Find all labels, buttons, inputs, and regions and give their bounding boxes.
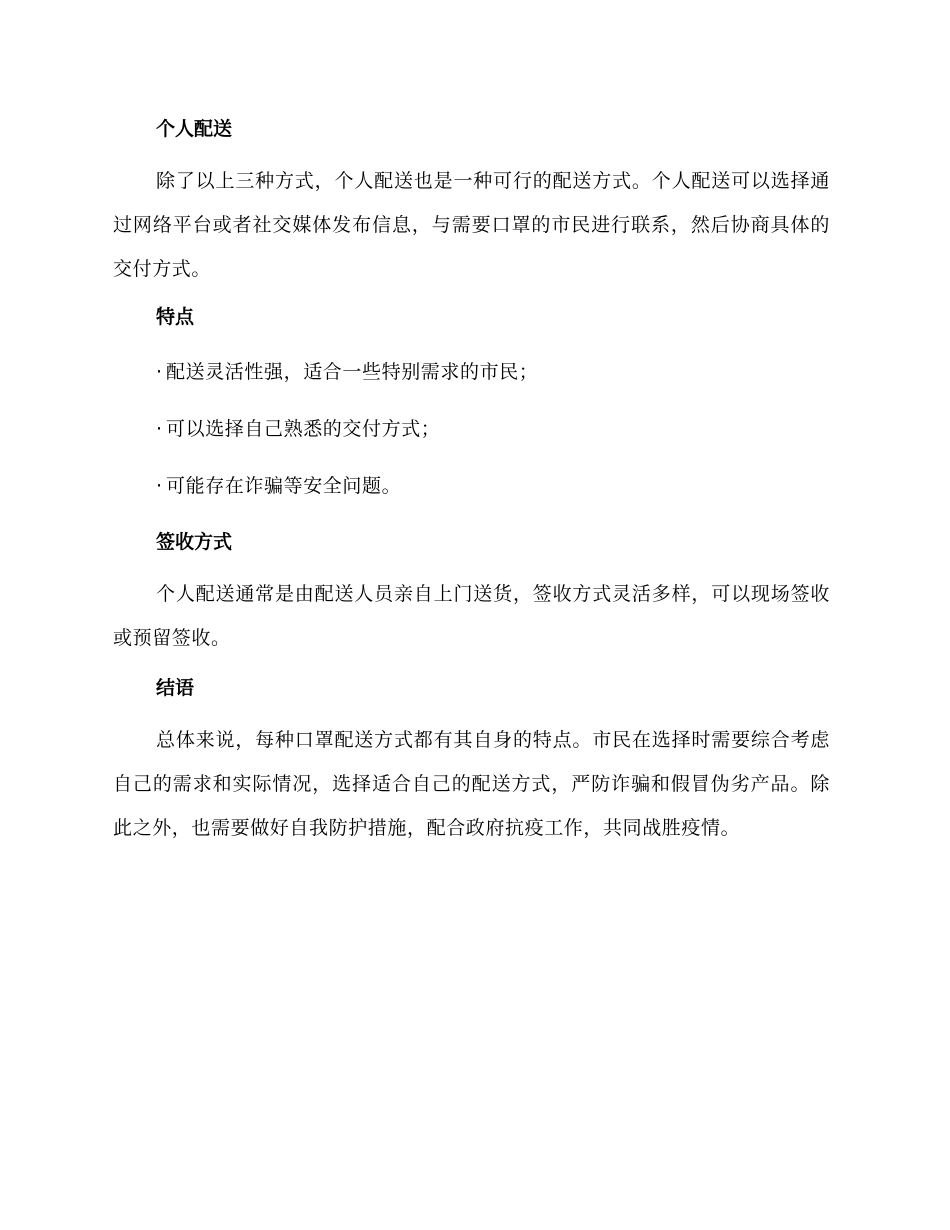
bullet-item [113,471,830,501]
bullet-dot: · [156,475,163,497]
bullet-text: 可能存在诈骗等安全问题。 [166,475,402,497]
paragraph-receipt: 个人配送通常是由配送人员亲自上门送货，签收方式灵活多样，可以现场签收或预留签收。 [113,583,830,649]
bullet-item [113,357,830,387]
paragraph-personal-delivery: 除了以上三种方式，个人配送也是一种可行的配送方式。个人配送可以选择通过网络平台或者社交媒体发布信息，与需要口罩的市民进行联系，然后协商具体的交付方式。 [113,170,830,280]
bullet-dot: · [156,361,163,383]
document-body [113,114,830,863]
bullet-dot: · [156,418,163,440]
bullet-item [113,414,830,444]
bullet-text: 可以选择自己熟悉的交付方式； [166,418,441,440]
heading-receipt: 签收方式 [156,531,233,553]
heading-features: 特点 [156,306,195,328]
paragraph-conclusion: 总体来说，每种口罩配送方式都有其自身的特点。市民在选择时需要综合考虑自己的需求和实际情况，选择适合自己的配送方式，严防诈骗和假冒伪劣产品。除此之外，也需要做好自我防护措施，配合政府抗疫工作，共同战胜疫情。 [113,729,830,839]
bullet-text: 配送灵活性强，适合一些特别需求的市民； [166,361,539,383]
heading-conclusion: 结语 [156,677,195,699]
heading-personal-delivery: 个人配送 [156,118,233,140]
